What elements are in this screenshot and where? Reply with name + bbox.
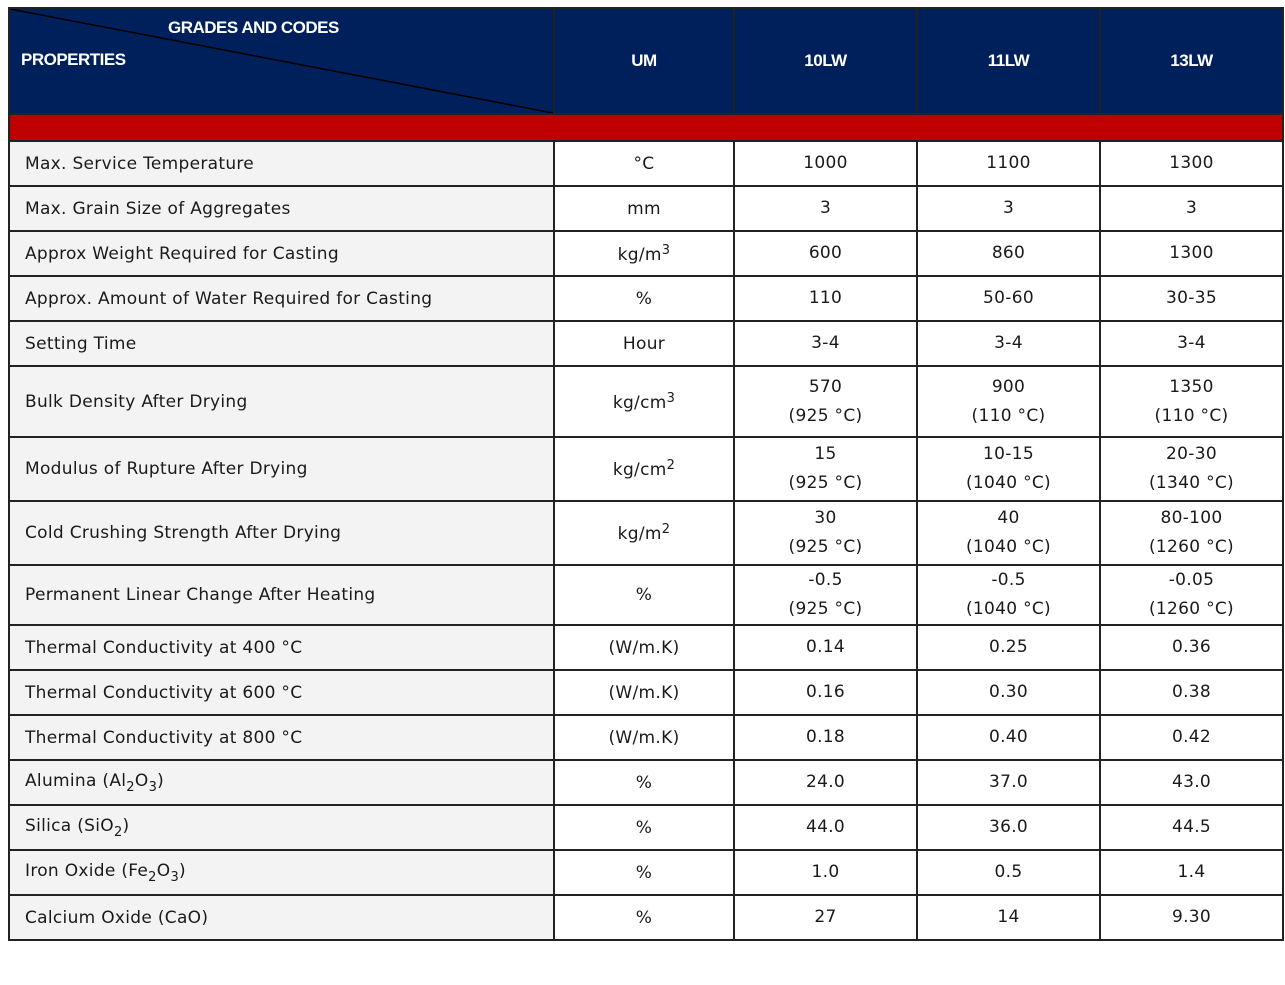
property-cell: Approx Weight Required for Casting [9, 231, 554, 276]
property-cell: Bulk Density After Drying [9, 366, 554, 437]
value: 1350 [1169, 376, 1214, 397]
header-row [9, 8, 1283, 114]
value-cell: 3-4 [734, 321, 917, 366]
property-cell: Approx. Amount of Water Required for Casting [9, 276, 554, 321]
test-condition: (925 °C) [788, 599, 863, 619]
table-row [9, 231, 1283, 276]
um-cell [554, 366, 734, 437]
test-condition: (1040 °C) [965, 537, 1051, 557]
formula-part: ) [122, 815, 130, 836]
value-cell: 1100 [917, 141, 1100, 186]
value-cell: 37.0 [917, 760, 1100, 805]
value-cell: 0.16 [734, 670, 917, 715]
test-condition: (1260 °C) [1148, 599, 1234, 619]
value-cell: 0.30 [917, 670, 1100, 715]
grade-header-11lw: 11LW [917, 8, 1100, 114]
table-row [9, 186, 1283, 231]
um-cell: (W/m.K) [554, 625, 734, 670]
formula-part: O [156, 860, 171, 881]
um-base: kg/cm [612, 392, 667, 413]
um-cell: Hour [554, 321, 734, 366]
property-cell [9, 850, 554, 895]
value: -0.5 [991, 570, 1026, 590]
um-base: kg/m [617, 524, 662, 544]
value-cell: 0.40 [917, 715, 1100, 760]
value-cell: 3-4 [1100, 321, 1283, 366]
test-condition: (925 °C) [788, 473, 863, 493]
property-cell: Cold Crushing Strength After Drying [9, 501, 554, 565]
value-cell: 3 [917, 186, 1100, 231]
value: 80-100 [1160, 508, 1223, 528]
table-row [9, 141, 1283, 186]
value-cell: 0.42 [1100, 715, 1283, 760]
table-row [9, 437, 1283, 501]
value: 15 [814, 444, 837, 464]
table-row [9, 850, 1283, 895]
um-cell: % [554, 850, 734, 895]
value-cell: 3 [734, 186, 917, 231]
formula-subscript: 3 [170, 869, 180, 885]
test-condition: (1040 °C) [965, 599, 1051, 619]
value-cell [917, 565, 1100, 625]
formula-subscript: 3 [148, 779, 158, 795]
value-cell [1100, 501, 1283, 565]
um-cell: (W/m.K) [554, 715, 734, 760]
um-exponent: 3 [661, 242, 671, 258]
table-row [9, 276, 1283, 321]
test-condition: (110 °C) [971, 405, 1046, 426]
value-cell: 43.0 [1100, 760, 1283, 805]
value-cell: 9.30 [1100, 895, 1283, 940]
table-row [9, 501, 1283, 565]
table-row [9, 321, 1283, 366]
value-cell: 30-35 [1100, 276, 1283, 321]
property-cell: Setting Time [9, 321, 554, 366]
test-condition: (925 °C) [788, 405, 863, 426]
property-cell [9, 805, 554, 850]
test-condition: (1340 °C) [1148, 473, 1234, 493]
um-cell: % [554, 276, 734, 321]
value: -0.05 [1168, 570, 1215, 590]
table-row [9, 805, 1283, 850]
value-cell [734, 437, 917, 501]
accent-bar-row [9, 114, 1283, 141]
property-cell: Thermal Conductivity at 400 °C [9, 625, 554, 670]
um-cell: °C [554, 141, 734, 186]
value-cell: 14 [917, 895, 1100, 940]
um-cell: mm [554, 186, 734, 231]
formula-part: Silica (SiO [25, 815, 114, 836]
properties-table [8, 7, 1284, 941]
header-corner-cell [9, 8, 554, 114]
property-cell: Thermal Conductivity at 600 °C [9, 670, 554, 715]
property-cell: Thermal Conductivity at 800 °C [9, 715, 554, 760]
table-row [9, 895, 1283, 940]
value-cell: 0.25 [917, 625, 1100, 670]
value-cell: 27 [734, 895, 917, 940]
value: 30 [814, 508, 837, 528]
value-cell: 50-60 [917, 276, 1100, 321]
value-cell: 0.18 [734, 715, 917, 760]
value: 10-15 [983, 444, 1034, 464]
value-cell: 1300 [1100, 231, 1283, 276]
grade-header-10lw: 10LW [734, 8, 917, 114]
formula-subscript: 2 [148, 869, 157, 885]
value-cell: 0.38 [1100, 670, 1283, 715]
formula-subscript: 2 [126, 779, 135, 795]
test-condition: (1040 °C) [965, 473, 1051, 493]
um-exponent: 2 [666, 458, 676, 473]
value-cell [1100, 565, 1283, 625]
um-base: kg/cm [612, 460, 667, 480]
table-row [9, 625, 1283, 670]
value-cell: 1.0 [734, 850, 917, 895]
property-cell: Max. Service Temperature [9, 141, 554, 186]
value: -0.5 [808, 570, 843, 590]
um-exponent: 2 [661, 522, 671, 537]
accent-bar [9, 114, 1283, 141]
grade-header-13lw: 13LW [1100, 8, 1283, 114]
value: 20-30 [1166, 444, 1217, 464]
um-cell [554, 437, 734, 501]
um-cell: (W/m.K) [554, 670, 734, 715]
value-cell: 1.4 [1100, 850, 1283, 895]
formula-part: Alumina (Al [25, 770, 127, 791]
formula-part: ) [157, 770, 165, 791]
table-row [9, 760, 1283, 805]
test-condition: (925 °C) [788, 537, 863, 557]
value-cell: 24.0 [734, 760, 917, 805]
property-cell: Permanent Linear Change After Heating [9, 565, 554, 625]
um-cell [554, 231, 734, 276]
property-cell: Calcium Oxide (CaO) [9, 895, 554, 940]
value-cell: 3 [1100, 186, 1283, 231]
table-row [9, 715, 1283, 760]
value-cell [734, 565, 917, 625]
test-condition: (110 °C) [1154, 405, 1229, 426]
value-cell: 0.14 [734, 625, 917, 670]
property-cell [9, 760, 554, 805]
value: 570 [808, 376, 843, 397]
value-cell: 0.36 [1100, 625, 1283, 670]
grades-and-codes-label: GRADES AND CODES [168, 18, 339, 37]
value-cell [917, 366, 1100, 437]
value: 40 [997, 508, 1020, 528]
table-row [9, 565, 1283, 625]
um-cell: % [554, 805, 734, 850]
value-cell [917, 437, 1100, 501]
um-cell: % [554, 895, 734, 940]
um-cell: % [554, 760, 734, 805]
value-cell [1100, 437, 1283, 501]
um-base: kg/m [617, 244, 662, 265]
test-condition: (1260 °C) [1148, 537, 1234, 557]
value-cell [734, 501, 917, 565]
value-cell: 1000 [734, 141, 917, 186]
um-header: UM [554, 8, 734, 114]
property-cell: Modulus of Rupture After Drying [9, 437, 554, 501]
value-cell: 44.0 [734, 805, 917, 850]
value-cell: 600 [734, 231, 917, 276]
value-cell: 860 [917, 231, 1100, 276]
formula-part: ) [179, 860, 186, 881]
um-cell [554, 501, 734, 565]
value: 900 [991, 376, 1026, 397]
table-row [9, 366, 1283, 437]
formula-subscript: 2 [113, 824, 123, 840]
properties-label: PROPERTIES [21, 50, 126, 69]
value-cell: 36.0 [917, 805, 1100, 850]
value-cell: 110 [734, 276, 917, 321]
table-row [9, 670, 1283, 715]
value-cell [1100, 366, 1283, 437]
um-cell: % [554, 565, 734, 625]
value-cell: 0.5 [917, 850, 1100, 895]
value-cell: 3-4 [917, 321, 1100, 366]
um-exponent: 3 [666, 390, 676, 406]
value-cell: 1300 [1100, 141, 1283, 186]
value-cell [734, 366, 917, 437]
property-cell: Max. Grain Size of Aggregates [9, 186, 554, 231]
formula-part: Iron Oxide (Fe [25, 860, 149, 881]
formula-part: O [134, 770, 149, 791]
value-cell: 44.5 [1100, 805, 1283, 850]
value-cell [917, 501, 1100, 565]
